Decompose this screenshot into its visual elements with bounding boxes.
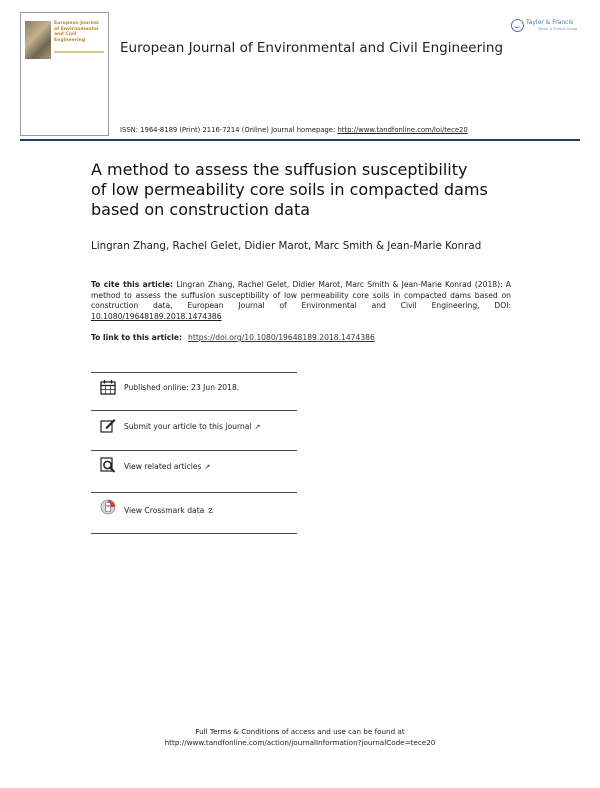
article-title: A method to assess the suffusion susceptibility of low permeability core soils in compacted dams based on construction data: [91, 160, 488, 219]
citation-block: [91, 280, 511, 322]
citation-doi-link[interactable]: 10.1080/19648189.2018.1474386: [91, 311, 222, 321]
crossmark-icon: [100, 499, 116, 515]
header-divider: [20, 139, 580, 141]
search-document-icon: [100, 457, 116, 473]
publisher-name: Taylor & Francis: [526, 19, 574, 26]
divider: [91, 410, 297, 411]
footer-terms-url[interactable]: http://www.tandfonline.com/action/journalInformation?journalCode=tece20: [164, 737, 436, 747]
issn-text: ISSN: 1964-8189 (Print) 2116-7214 (Online) Journal homepage:: [120, 126, 338, 134]
divider: [91, 533, 297, 534]
footer-terms: Full Terms & Conditions of access and use can be found at: [195, 727, 405, 736]
crossmark-link[interactable]: [124, 506, 214, 515]
article-doi-url[interactable]: https://doi.org/10.1080/19648189.2018.1474386: [188, 333, 375, 342]
issn-line: [120, 126, 468, 134]
related-articles-label: View related articles: [124, 462, 202, 471]
external-link-icon: ↗: [204, 463, 211, 471]
journal-cover: [20, 12, 109, 136]
submit-article-link[interactable]: [124, 422, 260, 431]
cover-image: [25, 21, 51, 59]
divider: [91, 450, 297, 451]
edit-icon: [100, 417, 116, 433]
divider: [91, 372, 297, 373]
journal-name: European Journal of Environmental and Civil Engineering: [120, 40, 504, 56]
crossmark-small-icon: ☡: [207, 507, 214, 515]
cover-title: European Journal of Environmental and Civil Engineering: [54, 21, 99, 43]
calendar-icon: [100, 379, 116, 395]
crossmark-label: View Crossmark data: [124, 506, 205, 515]
citation-label: To cite this article:: [91, 280, 174, 289]
article-link-label: To link to this article:: [91, 333, 183, 342]
related-articles-link[interactable]: [124, 462, 210, 471]
footer: [0, 727, 600, 748]
external-link-icon: ↗: [254, 423, 261, 431]
article-authors: Lingran Zhang, Rachel Gelet, Didier Marot, Marc Smith & Jean-Marie Konrad: [91, 240, 482, 252]
submit-article-label: Submit your article to this journal: [124, 422, 252, 431]
divider: [91, 492, 297, 493]
publisher-logo-icon: [511, 19, 524, 32]
article-link-line: [91, 333, 375, 342]
published-online: Published online: 23 Jun 2018.: [124, 383, 240, 392]
journal-homepage-link[interactable]: http://www.tandfonline.com/loi/tece20: [337, 126, 468, 134]
cover-rule: [54, 51, 104, 53]
publisher-tagline: Taylor & Francis Group: [538, 27, 578, 31]
citation-text: Lingran Zhang, Rachel Gelet, Didier Marot, Marc Smith & Jean-Marie Konrad (2018): A method to assess the suffusion susceptibility of low permeability core soils in compacted dams based on construction data, European Journal of Environmental and Civil Engineering, DOI:: [91, 280, 511, 311]
